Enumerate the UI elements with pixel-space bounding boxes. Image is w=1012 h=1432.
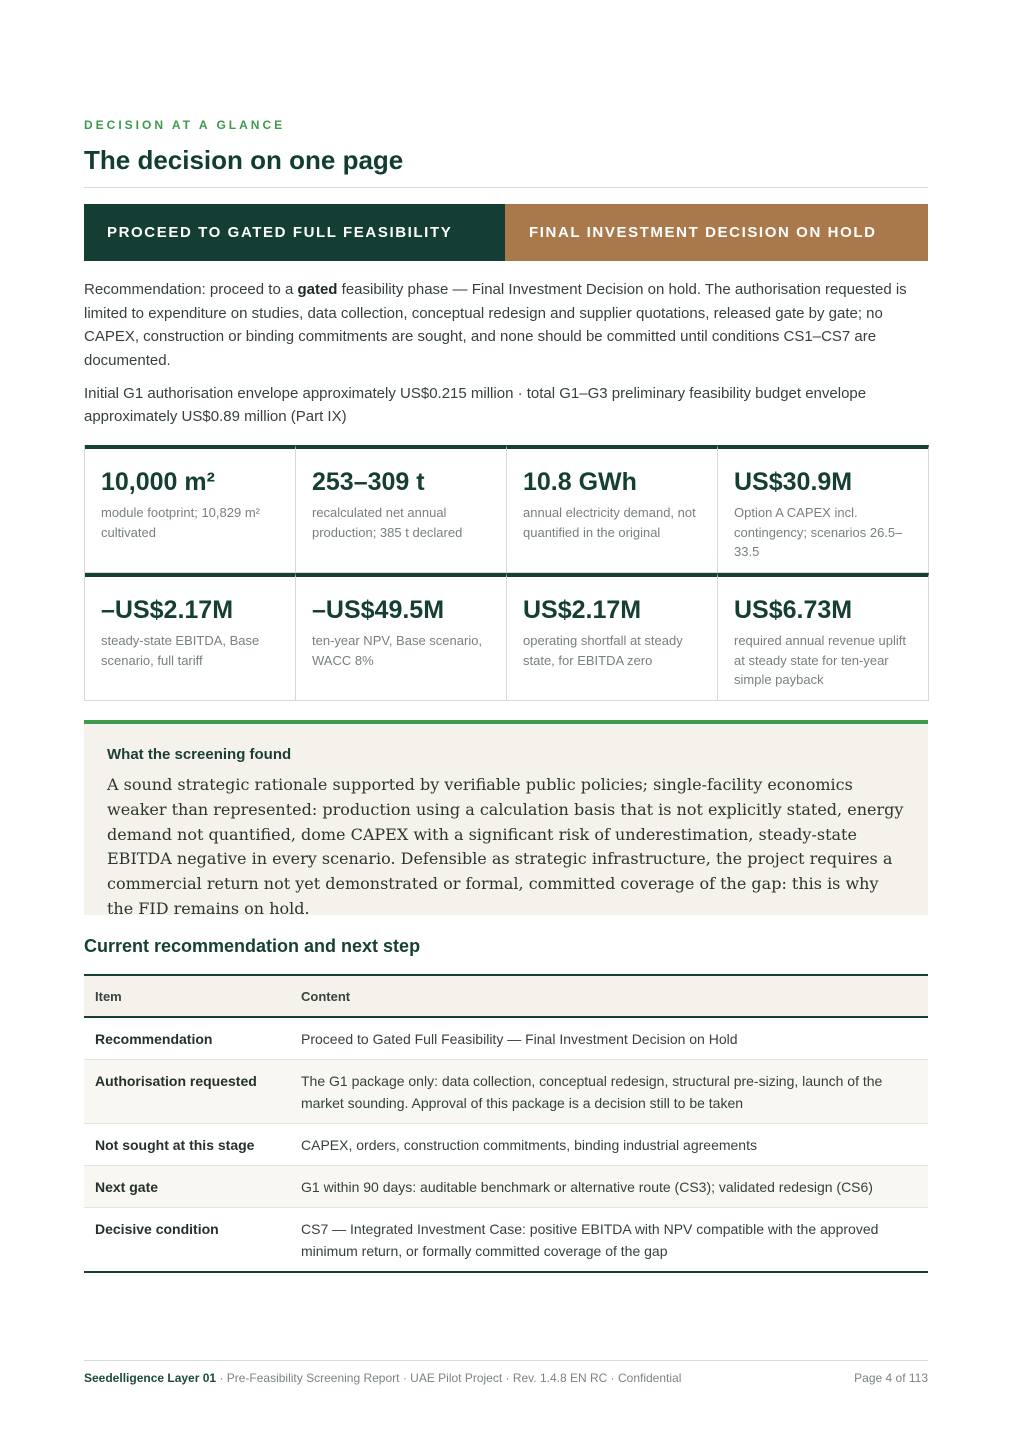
- footer-document-info: [84, 1371, 681, 1385]
- banner-fid-hold: FINAL INVESTMENT DECISION ON HOLD: [505, 204, 928, 261]
- kpi-value: US$6.73M: [734, 596, 853, 624]
- title-divider: [84, 187, 928, 188]
- kpi-value: US$2.17M: [523, 596, 642, 624]
- lead-text-start: Recommendation: proceed to a: [84, 281, 298, 298]
- recommendation-paragraph: [84, 278, 928, 372]
- page-number: Page 4 of 113: [854, 1371, 928, 1385]
- budget-envelope-text: Initial G1 authorisation envelope approximately US$0.215 million · total G1–G3 preliminary feasibility budget envelope approximately US$0.89 million (Part IX): [84, 385, 867, 425]
- lead-bold-word: gated: [297, 281, 338, 298]
- row-item: Authorisation requested: [84, 1060, 290, 1124]
- kpi-card: [507, 445, 718, 573]
- page-title: The decision on one page: [84, 145, 404, 175]
- kpi-value: 253–309 t: [312, 468, 425, 496]
- kpi-card: [296, 445, 507, 573]
- kpi-label: annual electricity demand, not quantified in the original: [523, 505, 696, 540]
- table-row: [84, 1017, 928, 1060]
- kpi-value: –US$2.17M: [101, 596, 234, 624]
- table-row: [84, 1166, 928, 1208]
- kpi-value: 10.8 GWh: [523, 468, 637, 496]
- footer-divider: [84, 1360, 928, 1361]
- kpi-label: Option A CAPEX incl. contingency; scenarios 26.5–33.5: [734, 505, 903, 559]
- kpi-card: [507, 573, 718, 701]
- lead-text-end: feasibility phase — Final Investment Decision on hold. The authorisation requested is limited to expenditure on studies, data collection, conceptual redesign and supplier quotations, released gate by gate; no CAPEX, construction or binding commitments are sought, and none should be committed until conditions CS1–CS7 are documented.: [84, 281, 907, 369]
- kpi-value: –US$49.5M: [312, 596, 445, 624]
- row-item: Recommendation: [84, 1017, 290, 1060]
- kpi-label: module footprint; 10,829 m² cultivated: [101, 505, 260, 540]
- findings-title: What the screening found: [107, 746, 292, 763]
- row-content: CS7 — Integrated Investment Case: positive EBITDA with NPV compatible with the approved minimum return, or formally committed coverage of the gap: [301, 1221, 879, 1259]
- recommendation-section-title: Current recommendation and next step: [84, 936, 421, 956]
- row-item: Decisive condition: [95, 1221, 219, 1237]
- findings-text: A sound strategic rationale supported by verifiable public policies; single-facility economics weaker than represented: production using a calculation basis that is not explicitly stated, energy demand not quantified, dome CAPEX with a significant risk of underestimation, steady-state EBITDA negative in every scenario. Defensible as strategic infrastructure, the project requires a commercial return not yet demonstrated or formal, committed coverage of the gap: this is why the FID remains on hold.: [107, 775, 904, 918]
- recommendation-table: [84, 974, 928, 1273]
- kpi-label: ten-year NPV, Base scenario, WACC 8%: [312, 633, 483, 668]
- kpi-card: [718, 573, 929, 701]
- banner-proceed: PROCEED TO GATED FULL FEASIBILITY: [84, 204, 505, 261]
- column-header-content: Content: [290, 975, 928, 1017]
- kpi-value: 10,000 m²: [101, 468, 215, 496]
- decision-banner: [84, 204, 928, 261]
- section-eyebrow: DECISION AT A GLANCE: [84, 118, 286, 132]
- row-content: Proceed to Gated Full Feasibility — Final Investment Decision on Hold: [290, 1017, 928, 1060]
- table-row: [84, 1208, 928, 1273]
- kpi-label: steady-state EBITDA, Base scenario, full tariff: [101, 633, 260, 668]
- row-item: Next gate: [84, 1166, 290, 1208]
- page-footer: [84, 1371, 928, 1385]
- kpi-card: [85, 445, 296, 573]
- column-header-item: Item: [84, 975, 290, 1017]
- kpi-label: required annual revenue uplift at steady state for ten-year simple payback: [734, 633, 907, 687]
- screening-findings-box: [84, 720, 928, 918]
- row-content: G1 within 90 days: auditable benchmark or alternative route (CS3); validated redesign (CS6): [290, 1166, 928, 1208]
- kpi-value: US$30.9M: [734, 468, 853, 496]
- kpi-card: [85, 573, 296, 701]
- footer-meta: · Pre-Feasibility Screening Report · UAE Pilot Project · Rev. 1.4.8 EN RC · Confidential: [216, 1371, 682, 1385]
- row-content: The G1 package only: data collection, conceptual redesign, structural pre-sizing, launch of the market sounding. Approval of this package is a decision still to be taken: [290, 1060, 928, 1124]
- kpi-label: recalculated net annual production; 385 t declared: [312, 505, 463, 540]
- table-header-row: [84, 975, 928, 1017]
- row-item: Not sought at this stage: [84, 1124, 290, 1166]
- kpi-card: [718, 445, 929, 573]
- table-row: [84, 1124, 928, 1166]
- footer-brand: Seedelligence Layer 01: [84, 1371, 217, 1385]
- kpi-grid: [84, 445, 929, 701]
- kpi-label: operating shortfall at steady state, for EBITDA zero: [523, 633, 683, 668]
- row-content: CAPEX, orders, construction commitments, binding industrial agreements: [290, 1124, 928, 1166]
- table-row: [84, 1060, 928, 1124]
- kpi-card: [296, 573, 507, 701]
